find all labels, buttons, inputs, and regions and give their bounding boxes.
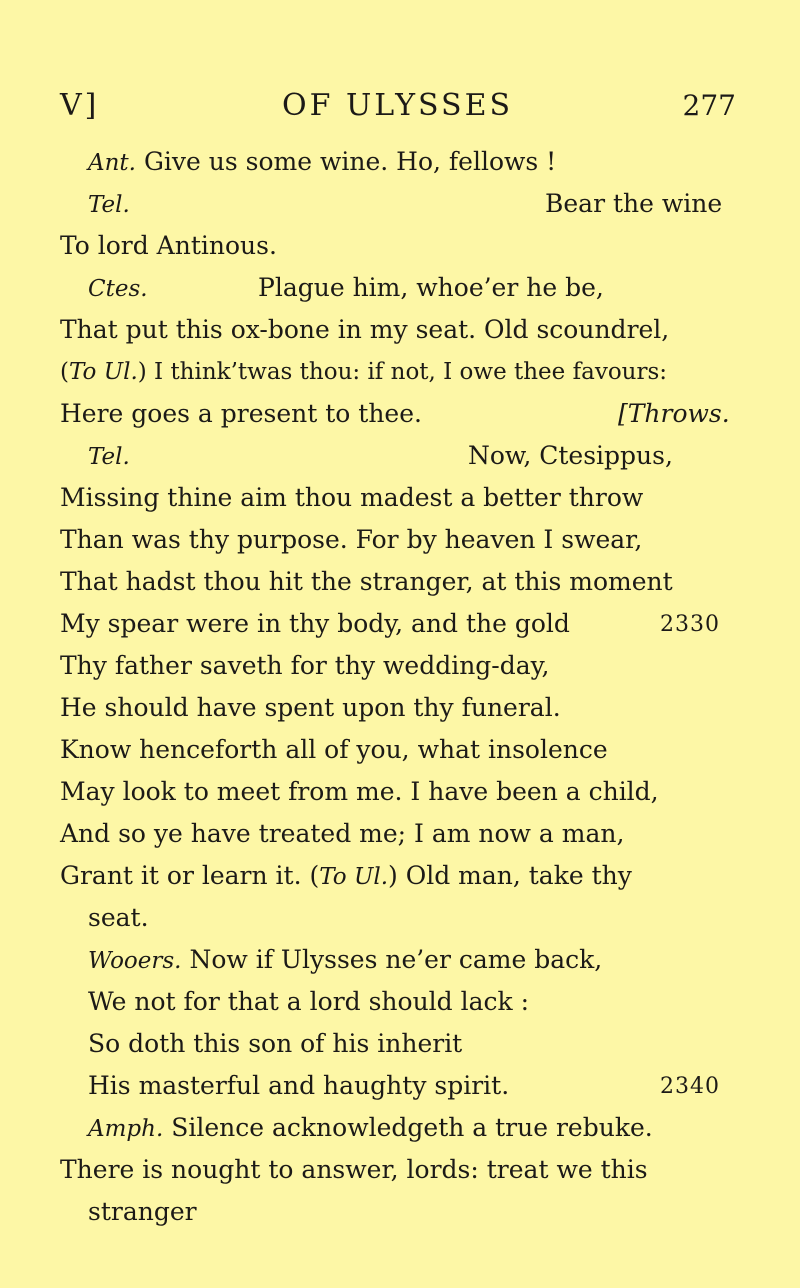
- running-title: OF ULYSSES: [282, 88, 514, 123]
- text-line: [60, 859, 632, 894]
- text-line: [60, 355, 667, 389]
- line-text: My spear were in thy body, and the gold: [60, 609, 570, 638]
- text-line: [60, 1153, 648, 1187]
- text-line: [545, 187, 722, 221]
- line-text: Missing thine aim thou madest a better throw: [60, 483, 644, 512]
- line-text: Plague him, whoe’er he be,: [258, 273, 604, 302]
- line-text: ) Old man, take thy: [388, 861, 632, 890]
- line-text: He should have spent upon thy funeral.: [60, 693, 561, 722]
- line-text: That put this ox-bone in my seat. Old scoundrel,: [60, 315, 670, 344]
- speaker-name: Ctes.: [88, 276, 148, 302]
- line-number: 2330: [660, 612, 720, 637]
- line-text: stranger: [88, 1197, 197, 1226]
- text-line: [88, 271, 148, 306]
- text-line: [60, 229, 277, 263]
- text-line: [88, 1111, 653, 1146]
- speaker-name: Tel.: [88, 444, 130, 470]
- stage-aside: To Ul.: [68, 359, 138, 385]
- text-line: [88, 1069, 509, 1103]
- line-number: 2340: [660, 1074, 720, 1099]
- line-text: That hadst thou hit the stranger, at this moment: [60, 567, 673, 596]
- text-line: [258, 271, 604, 305]
- page-number: 277: [682, 89, 736, 122]
- line-text: Know henceforth all of you, what insolence: [60, 735, 608, 764]
- line-text: Here goes a present to thee.: [60, 399, 422, 428]
- page-header: [60, 86, 740, 126]
- text-line: [60, 817, 624, 851]
- text-line: [60, 523, 642, 557]
- text-line: [60, 691, 561, 725]
- line-text: seat.: [88, 903, 149, 932]
- text-line: [60, 775, 659, 809]
- text-line: [60, 733, 608, 767]
- text-line: [60, 565, 673, 599]
- line-text: Than was thy purpose. For by heaven I swear,: [60, 525, 643, 554]
- speaker-name: Ant.: [88, 150, 136, 176]
- speaker-name: Wooers.: [88, 948, 182, 974]
- text-line: [88, 145, 556, 180]
- line-text: To lord Antinous.: [60, 231, 277, 260]
- line-text: Grant it or learn it. (: [60, 861, 320, 890]
- text-line: [88, 943, 602, 978]
- line-text: So doth this son of his inherit: [88, 1029, 463, 1058]
- line-text: His masterful and haughty spirit.: [88, 1071, 510, 1100]
- line-text: Silence acknowledgeth a true rebuke.: [171, 1113, 653, 1142]
- line-text: Thy father saveth for thy wedding-day,: [60, 651, 550, 680]
- line-text: And so ye have treated me; I am now a man,: [60, 819, 625, 848]
- speaker-name: Amph.: [88, 1116, 164, 1142]
- stage-direction: [Throws.: [618, 399, 730, 428]
- text-line: [88, 901, 149, 935]
- text-line: [60, 481, 643, 515]
- chapter-marker: V]: [60, 88, 100, 123]
- line-text: May look to meet from me. I have been a child,: [60, 777, 659, 806]
- stage-aside: To Ul.: [319, 864, 389, 890]
- text-line: [468, 439, 673, 473]
- line-text: Now, Ctesippus,: [468, 441, 673, 470]
- line-text: I think’twas thou: if not, I owe thee favours:: [154, 359, 668, 385]
- text-line: [88, 1027, 462, 1061]
- text-line: [88, 985, 529, 1019]
- line-text: We not for that a lord should lack :: [88, 987, 530, 1016]
- text-line: [60, 607, 570, 641]
- line-text: Give us some wine. Ho, fellows !: [143, 147, 557, 176]
- line-text: Bear the wine: [545, 189, 723, 218]
- text-line: [88, 187, 130, 222]
- text-line: [60, 649, 549, 683]
- speaker-name: Tel.: [88, 192, 130, 218]
- text-line: [618, 397, 730, 431]
- text-line: [60, 397, 422, 431]
- aside-close: ): [137, 359, 147, 385]
- aside-open: (: [60, 359, 69, 385]
- line-text: Now if Ulysses ne’er came back,: [189, 945, 603, 974]
- text-line: [88, 439, 130, 474]
- line-text: There is nought to answer, lords: treat we this: [60, 1155, 648, 1184]
- text-line: [88, 1195, 197, 1229]
- text-line: [60, 313, 669, 347]
